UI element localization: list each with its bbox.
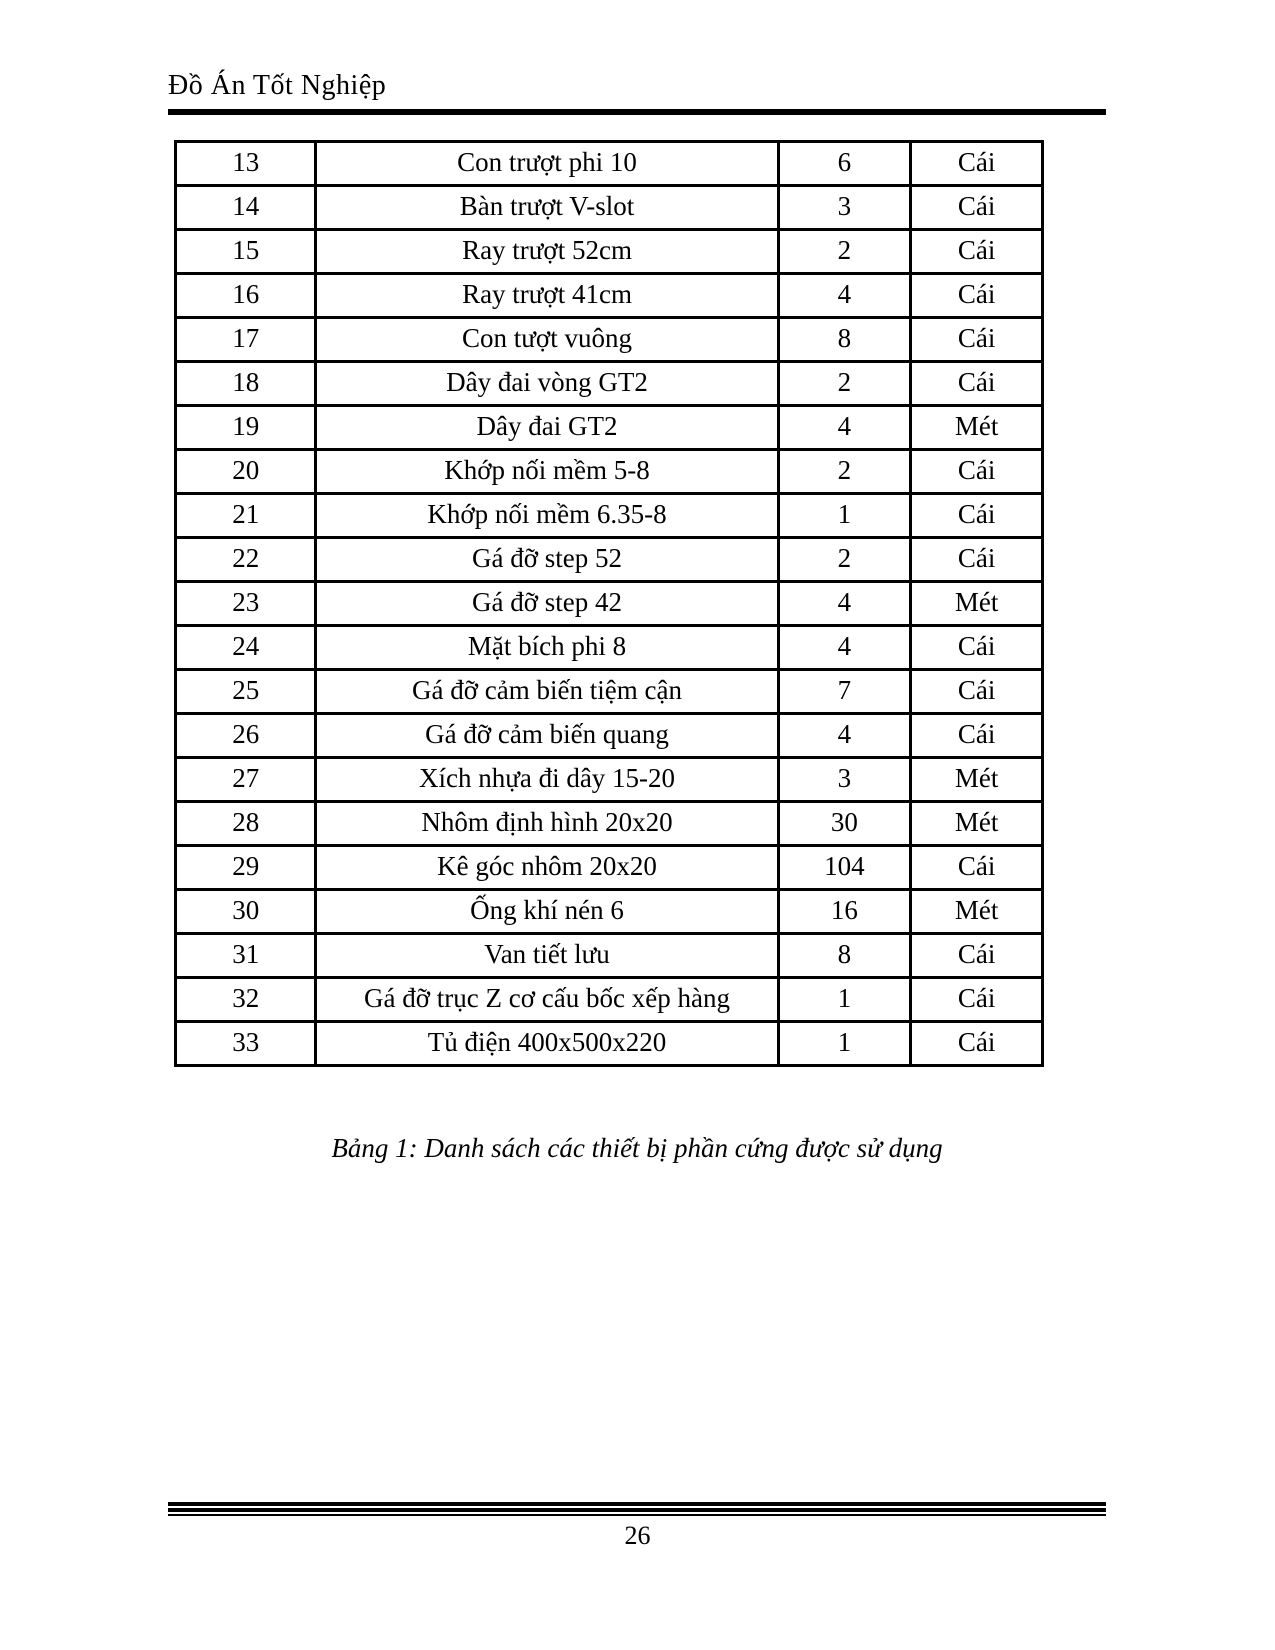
row-number-cell: 16 [176, 274, 316, 318]
unit-cell: Cái [911, 934, 1043, 978]
unit-cell: Cái [911, 362, 1043, 406]
unit-cell: Mét [911, 802, 1043, 846]
part-name-cell: Ray trượt 41cm [316, 274, 778, 318]
row-number-cell: 20 [176, 450, 316, 494]
unit-cell: Cái [911, 274, 1043, 318]
table-row [176, 450, 1043, 494]
row-number-cell: 19 [176, 406, 316, 450]
part-name-cell: Gá đỡ cảm biến quang [316, 714, 778, 758]
table-caption: Bảng 1: Danh sách các thiết bị phần cứng được sử dụng [331, 1133, 943, 1163]
row-number-cell: 25 [176, 670, 316, 714]
table-row [176, 274, 1043, 318]
footer-rule-line [168, 1502, 1106, 1506]
part-name-cell: Xích nhựa đi dây 15-20 [316, 758, 778, 802]
table-row [176, 714, 1043, 758]
table-row [176, 758, 1043, 802]
unit-cell: Cái [911, 318, 1043, 362]
row-number-cell: 21 [176, 494, 316, 538]
table-row [176, 934, 1043, 978]
row-number-cell: 24 [176, 626, 316, 670]
hardware-parts-table [174, 140, 1044, 1067]
quantity-cell: 8 [778, 934, 911, 978]
part-name-cell: Mặt bích phi 8 [316, 626, 778, 670]
quantity-cell: 1 [778, 978, 911, 1022]
part-name-cell: Kê góc nhôm 20x20 [316, 846, 778, 890]
unit-cell: Cái [911, 538, 1043, 582]
quantity-cell: 4 [778, 274, 911, 318]
unit-cell: Mét [911, 758, 1043, 802]
unit-cell: Cái [911, 846, 1043, 890]
part-name-cell: Dây đai GT2 [316, 406, 778, 450]
table-row [176, 318, 1043, 362]
table-row [176, 978, 1043, 1022]
quantity-cell: 2 [778, 362, 911, 406]
row-number-cell: 30 [176, 890, 316, 934]
row-number-cell: 31 [176, 934, 316, 978]
part-name-cell: Gá đỡ cảm biến tiệm cận [316, 670, 778, 714]
part-name-cell: Con tượt vuông [316, 318, 778, 362]
quantity-cell: 1 [778, 494, 911, 538]
table-row [176, 494, 1043, 538]
row-number-cell: 17 [176, 318, 316, 362]
hardware-table-body [176, 142, 1043, 1066]
quantity-cell: 16 [778, 890, 911, 934]
table-row [176, 846, 1043, 890]
part-name-cell: Van tiết lưu [316, 934, 778, 978]
row-number-cell: 23 [176, 582, 316, 626]
table-row [176, 230, 1043, 274]
row-number-cell: 28 [176, 802, 316, 846]
quantity-cell: 104 [778, 846, 911, 890]
table-row [176, 1022, 1043, 1066]
unit-cell: Cái [911, 714, 1043, 758]
unit-cell: Cái [911, 450, 1043, 494]
quantity-cell: 8 [778, 318, 911, 362]
quantity-cell: 30 [778, 802, 911, 846]
row-number-cell: 14 [176, 186, 316, 230]
quantity-cell: 4 [778, 714, 911, 758]
table-row [176, 142, 1043, 186]
table-row [176, 582, 1043, 626]
unit-cell: Mét [911, 890, 1043, 934]
row-number-cell: 29 [176, 846, 316, 890]
quantity-cell: 7 [778, 670, 911, 714]
page-number: 26 [624, 1521, 651, 1550]
quantity-cell: 4 [778, 582, 911, 626]
table-row [176, 406, 1043, 450]
unit-cell: Cái [911, 1022, 1043, 1066]
footer-rule-line [168, 1514, 1106, 1516]
unit-cell: Cái [911, 494, 1043, 538]
table-row [176, 670, 1043, 714]
footer-rule-line [168, 1508, 1106, 1512]
unit-cell: Cái [911, 230, 1043, 274]
quantity-cell: 2 [778, 230, 911, 274]
table-row [176, 890, 1043, 934]
page-header-title: Đồ Án Tốt Nghiệp [168, 70, 387, 101]
quantity-cell: 4 [778, 626, 911, 670]
unit-cell: Mét [911, 582, 1043, 626]
quantity-cell: 1 [778, 1022, 911, 1066]
row-number-cell: 27 [176, 758, 316, 802]
part-name-cell: Tủ điện 400x500x220 [316, 1022, 778, 1066]
unit-cell: Cái [911, 626, 1043, 670]
unit-cell: Mét [911, 406, 1043, 450]
row-number-cell: 18 [176, 362, 316, 406]
table-row [176, 362, 1043, 406]
part-name-cell: Con trượt phi 10 [316, 142, 778, 186]
part-name-cell: Khớp nối mềm 5-8 [316, 450, 778, 494]
part-name-cell: Gá đỡ step 52 [316, 538, 778, 582]
table-row [176, 538, 1043, 582]
part-name-cell: Dây đai vòng GT2 [316, 362, 778, 406]
unit-cell: Cái [911, 142, 1043, 186]
quantity-cell: 6 [778, 142, 911, 186]
row-number-cell: 32 [176, 978, 316, 1022]
quantity-cell: 3 [778, 758, 911, 802]
table-row [176, 186, 1043, 230]
part-name-cell: Bàn trượt V-slot [316, 186, 778, 230]
part-name-cell: Gá đỡ step 42 [316, 582, 778, 626]
unit-cell: Cái [911, 670, 1043, 714]
table-row [176, 626, 1043, 670]
row-number-cell: 13 [176, 142, 316, 186]
row-number-cell: 26 [176, 714, 316, 758]
part-name-cell: Gá đỡ trục Z cơ cấu bốc xếp hàng [316, 978, 778, 1022]
quantity-cell: 2 [778, 450, 911, 494]
part-name-cell: Ống khí nén 6 [316, 890, 778, 934]
table-row [176, 802, 1043, 846]
unit-cell: Cái [911, 186, 1043, 230]
row-number-cell: 22 [176, 538, 316, 582]
footer-triple-rule [168, 1502, 1106, 1516]
row-number-cell: 33 [176, 1022, 316, 1066]
row-number-cell: 15 [176, 230, 316, 274]
quantity-cell: 3 [778, 186, 911, 230]
quantity-cell: 4 [778, 406, 911, 450]
unit-cell: Cái [911, 978, 1043, 1022]
quantity-cell: 2 [778, 538, 911, 582]
part-name-cell: Khớp nối mềm 6.35-8 [316, 494, 778, 538]
part-name-cell: Ray trượt 52cm [316, 230, 778, 274]
header-double-rule [168, 109, 1106, 115]
part-name-cell: Nhôm định hình 20x20 [316, 802, 778, 846]
